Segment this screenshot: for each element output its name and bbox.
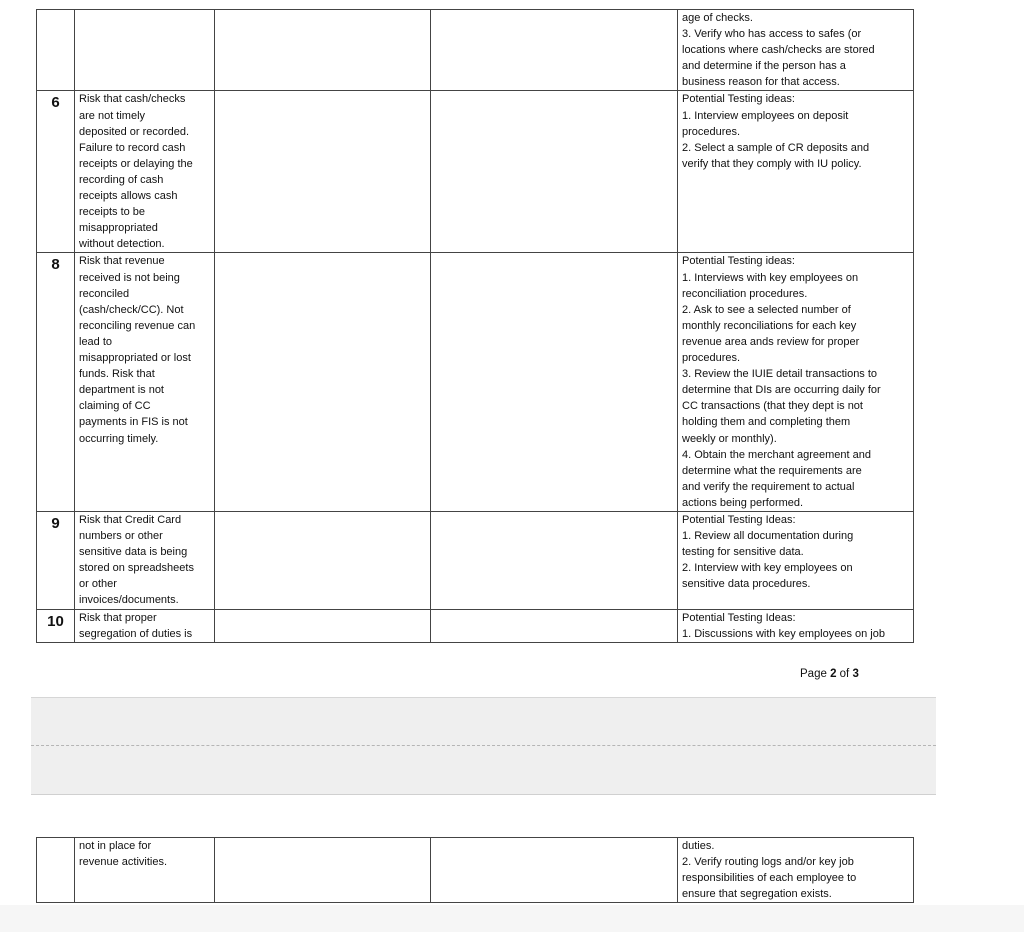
text-line: misappropriated or lost [79, 352, 191, 365]
empty-cell [215, 91, 431, 253]
empty-cell [431, 253, 678, 512]
empty-cell [431, 511, 678, 609]
table-row [37, 838, 914, 903]
empty-cell [431, 91, 678, 253]
text-line: business reason for that access. [682, 76, 840, 89]
text-line: Potential Testing ideas: [682, 255, 795, 268]
text-line: 2. Ask to see a selected number of [682, 303, 851, 316]
empty-cell [215, 10, 431, 91]
text-line: 3. Review the IUIE detail transactions to [682, 368, 878, 381]
empty-cell [431, 609, 678, 642]
text-line: recording of cash [79, 173, 164, 186]
text-line: verify that they comply with IU policy. [682, 157, 862, 170]
text-line: 1. Discussions with key employees on job [682, 627, 885, 640]
risk-number: 6 [37, 91, 75, 253]
risk-description [75, 511, 215, 609]
text-line: invoices/documents. [79, 594, 179, 607]
text-line: Risk that cash/checks [79, 93, 186, 106]
text-line: occurring timely. [79, 432, 159, 445]
text-line: Potential Testing Ideas: [682, 611, 796, 624]
page-label: Page [800, 668, 831, 680]
text-line: and verify the requirement to actual [682, 480, 855, 493]
viewer-bottom-strip [0, 905, 1024, 932]
empty-cell [431, 838, 678, 903]
text-line: lead to [79, 335, 113, 348]
text-line: reconciled [79, 287, 130, 300]
risk-description [75, 838, 215, 903]
text-line: department is not [79, 384, 164, 397]
text-line: reconciliation procedures. [682, 287, 808, 300]
risk-table-page-2 [36, 9, 914, 643]
text-line: procedures. [682, 125, 741, 138]
page-break-line [31, 745, 936, 746]
text-line: CC transactions (that they dept is not [682, 400, 863, 413]
text-line: determine what the requirements are [682, 464, 862, 477]
text-line: 3. Verify who has access to safes (or [682, 28, 862, 41]
text-line: holding them and completing them [682, 416, 851, 429]
text-line: duties. [682, 840, 715, 852]
text-line: payments in FIS is not [79, 416, 188, 429]
text-line: funds. Risk that [79, 368, 155, 381]
text-line: without detection. [79, 238, 165, 251]
testing-ideas [678, 91, 914, 253]
text-line: monthly reconciliations for each key [682, 319, 857, 332]
text-line: testing for sensitive data. [682, 546, 804, 559]
text-line: 1. Review all documentation during [682, 530, 854, 543]
text-line: revenue area ands review for proper [682, 335, 860, 348]
risk-description [75, 91, 215, 253]
text-line: Risk that revenue [79, 255, 165, 268]
risk-number: 9 [37, 511, 75, 609]
testing-ideas [678, 609, 914, 642]
risk-description [75, 609, 215, 642]
text-line: misappropriated [79, 222, 158, 235]
current-page: 2 [830, 668, 837, 680]
table-row [37, 609, 914, 642]
text-line: 2. Interview with key employees on [682, 562, 853, 575]
text-line: determine that DIs are occurring daily for [682, 384, 881, 397]
text-line: 1. Interview employees on deposit [682, 109, 849, 122]
risk-number [37, 838, 75, 903]
text-line: or other [79, 578, 117, 591]
text-line: 2. Verify routing logs and/or key job [682, 856, 854, 869]
text-line: numbers or other [79, 530, 163, 543]
table-row [37, 10, 914, 91]
risk-number [37, 10, 75, 91]
table-row [37, 253, 914, 512]
text-line: revenue activities. [79, 856, 168, 869]
table-row [37, 91, 914, 253]
text-line: actions being performed. [682, 496, 804, 509]
text-line: responsibilities of each employee to [682, 872, 857, 885]
text-line: not in place for [79, 840, 152, 852]
risk-description [75, 10, 215, 91]
text-line: and determine if the person has a [682, 60, 846, 73]
text-line: Risk that Credit Card [79, 513, 182, 526]
text-line: Risk that proper [79, 611, 157, 624]
text-line: procedures. [682, 352, 741, 365]
text-line: Potential Testing ideas: [682, 93, 795, 106]
table-row [37, 511, 914, 609]
page-number [800, 668, 859, 680]
empty-cell [215, 253, 431, 512]
testing-ideas [678, 10, 914, 91]
text-line: receipts allows cash [79, 190, 178, 203]
text-line: reconciling revenue can [79, 319, 196, 332]
empty-cell [431, 10, 678, 91]
risk-number: 8 [37, 253, 75, 512]
empty-cell [215, 838, 431, 903]
text-line: weekly or monthly). [682, 432, 777, 445]
text-line: receipts to be [79, 206, 146, 219]
total-pages: 3 [852, 668, 859, 680]
risk-number: 10 [37, 609, 75, 642]
page-separator [31, 697, 936, 795]
text-line: 4. Obtain the merchant agreement and [682, 448, 871, 461]
text-line: ensure that segregation exists. [682, 888, 832, 901]
text-line: segregation of duties is [79, 627, 193, 640]
testing-ideas [678, 838, 914, 903]
text-line: locations where cash/checks are stored [682, 44, 875, 57]
page-of-label: of [836, 668, 853, 680]
empty-cell [215, 511, 431, 609]
text-line: receipts or delaying the [79, 157, 193, 170]
text-line: (cash/check/CC). Not [79, 303, 184, 316]
text-line: deposited or recorded. [79, 125, 190, 138]
risk-description [75, 253, 215, 512]
text-line: Failure to record cash [79, 141, 186, 154]
risk-table-page-3 [36, 837, 914, 903]
text-line: 1. Interviews with key employees on [682, 271, 859, 284]
text-line: sensitive data procedures. [682, 578, 811, 591]
text-line: 2. Select a sample of CR deposits and [682, 141, 870, 154]
text-line: Potential Testing Ideas: [682, 513, 796, 526]
testing-ideas [678, 511, 914, 609]
text-line: sensitive data is being [79, 546, 188, 559]
text-line: received is not being [79, 271, 180, 284]
text-line: age of checks. [682, 12, 753, 24]
text-line: are not timely [79, 109, 146, 122]
text-line: stored on spreadsheets [79, 562, 194, 575]
text-line: claiming of CC [79, 400, 151, 413]
empty-cell [215, 609, 431, 642]
testing-ideas [678, 253, 914, 512]
